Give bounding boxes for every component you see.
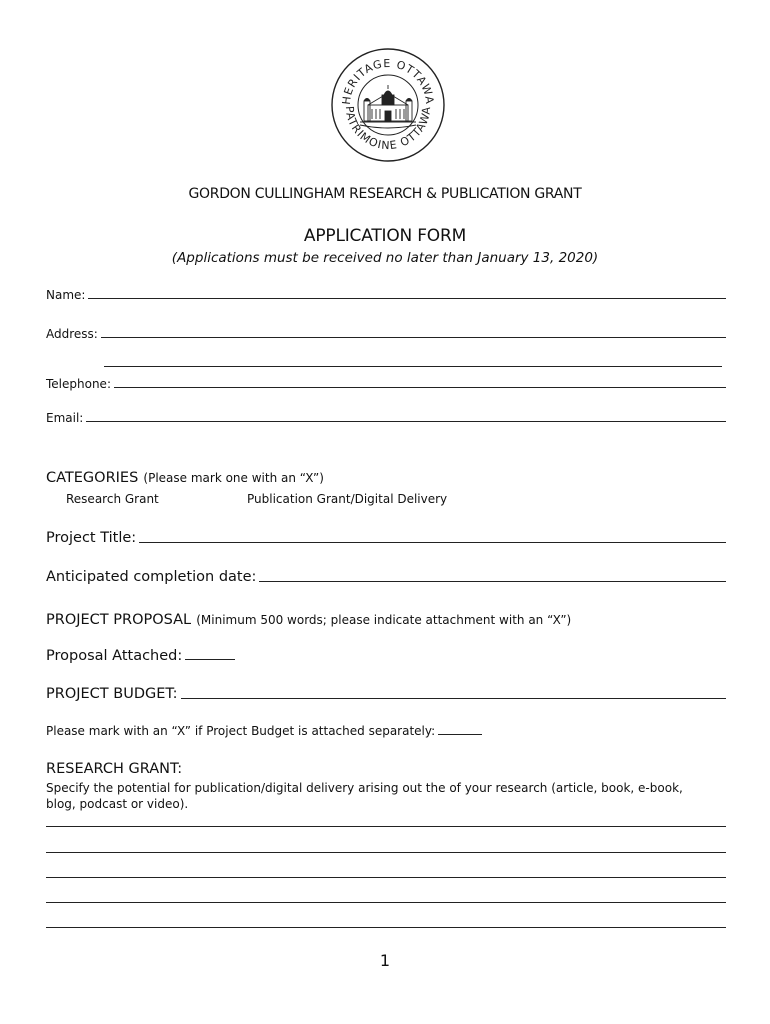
- proposal-section: [46, 609, 571, 628]
- address-line-2[interactable]: [104, 366, 722, 367]
- answer-line-3[interactable]: [46, 877, 726, 878]
- budget-attached-note: Please mark with an “X” if Project Budget is attached separately:: [46, 724, 436, 738]
- budget-attached-field[interactable]: [46, 724, 482, 738]
- project-title-field[interactable]: [46, 530, 726, 546]
- option-publication-grant[interactable]: Publication Grant/Digital Delivery: [247, 492, 448, 506]
- research-grant-heading: RESEARCH GRANT:: [46, 761, 183, 777]
- address-label: Address:: [46, 327, 98, 341]
- project-title-line[interactable]: [139, 541, 726, 543]
- address-line-1[interactable]: [101, 336, 726, 338]
- proposal-attached-label: Proposal Attached:: [46, 648, 183, 664]
- email-label: Email:: [46, 411, 84, 425]
- answer-line-1[interactable]: [46, 826, 726, 827]
- research-grant-description: Specify the potential for publication/digital delivery arising out the of your research (article, book, e-book, blog, podcast or video).: [46, 781, 683, 811]
- completion-date-label: Anticipated completion date:: [46, 569, 257, 585]
- answer-line-4[interactable]: [46, 902, 726, 903]
- answer-line-5[interactable]: [46, 927, 726, 928]
- page-number: 1: [379, 951, 391, 970]
- name-line[interactable]: [88, 297, 726, 299]
- project-budget-label: PROJECT BUDGET:: [46, 686, 178, 702]
- budget-attached-blank[interactable]: [438, 733, 482, 735]
- categories-heading: CATEGORIES: [46, 470, 139, 486]
- address-field[interactable]: [46, 327, 726, 341]
- project-budget-line[interactable]: [181, 697, 726, 699]
- email-line[interactable]: [86, 420, 726, 422]
- heritage-ottawa-logo: [330, 47, 446, 163]
- telephone-field[interactable]: [46, 377, 726, 391]
- name-field[interactable]: [46, 288, 726, 302]
- name-label: Name:: [46, 288, 86, 302]
- proposal-note: (Minimum 500 words; please indicate attachment with an “X”): [196, 613, 572, 627]
- logo-top-text: HERITAGE OTTAWA: [339, 56, 437, 106]
- email-field[interactable]: [46, 411, 726, 425]
- proposal-heading: PROJECT PROPOSAL: [46, 612, 192, 628]
- logo-bottom-text: PATRIMOINE OTTAWA: [342, 105, 434, 153]
- grant-title: GORDON CULLINGHAM RESEARCH & PUBLICATION GRANT: [188, 186, 582, 202]
- project-budget-field[interactable]: [46, 686, 726, 702]
- form-title: APPLICATION FORM: [303, 226, 467, 246]
- proposal-attached-blank[interactable]: [185, 658, 235, 660]
- completion-date-line[interactable]: [259, 580, 726, 582]
- categories-instruction: (Please mark one with an “X”): [143, 471, 324, 485]
- telephone-line[interactable]: [114, 386, 726, 388]
- proposal-attached-field[interactable]: [46, 648, 235, 664]
- completion-date-field[interactable]: [46, 569, 726, 585]
- deadline-note: (Applications must be received no later than January 13, 2020): [171, 250, 599, 266]
- building-icon: [360, 85, 416, 128]
- option-research-grant[interactable]: Research Grant: [66, 492, 159, 506]
- project-title-label: Project Title:: [46, 530, 137, 546]
- answer-line-2[interactable]: [46, 852, 726, 853]
- categories-section: [46, 467, 324, 486]
- telephone-label: Telephone:: [46, 377, 111, 391]
